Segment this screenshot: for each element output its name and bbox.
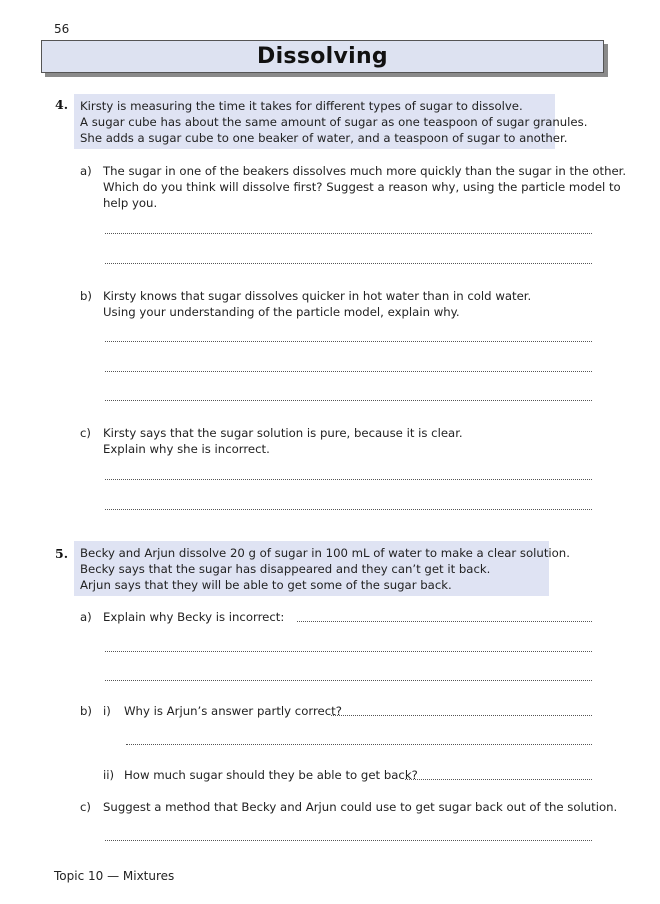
answer-line[interactable]: [126, 744, 592, 745]
question-4-number: 4.: [55, 97, 69, 112]
question-4a-line: Which do you think will dissolve first? Suggest a reason why, using the particle model to: [103, 180, 621, 194]
question-4c-line: Kirsty says that the sugar solution is pure, because it is clear.: [103, 426, 463, 440]
answer-line[interactable]: [105, 479, 592, 480]
question-5b-ii-text: How much sugar should they be able to get back?: [124, 768, 418, 782]
question-4a-text: [103, 163, 626, 211]
question-4-intro-line: She adds a sugar cube to one beaker of water, and a teaspoon of sugar to another.: [80, 131, 568, 145]
question-5-intro-line: Becky and Arjun dissolve 20 g of sugar in 100 mL of water to make a clear solution.: [80, 546, 570, 560]
answer-line[interactable]: [105, 509, 592, 510]
question-4a-label: a): [80, 164, 92, 178]
question-4a-line: The sugar in one of the beakers dissolves much more quickly than the sugar in the other.: [103, 164, 627, 178]
question-5b-i-label: i): [103, 704, 111, 718]
answer-line[interactable]: [331, 715, 592, 716]
question-5-number: 5.: [55, 546, 69, 561]
answer-line[interactable]: [105, 263, 592, 264]
question-5c-label: c): [80, 800, 91, 814]
answer-line[interactable]: [105, 371, 592, 372]
question-4a-line: help you.: [103, 196, 158, 210]
question-5-intro-line: Arjun says that they will be able to get some of the sugar back.: [80, 578, 452, 592]
question-4b-label: b): [80, 289, 92, 303]
question-5-intro-line: Becky says that the sugar has disappeared and they can’t get it back.: [80, 562, 491, 576]
answer-line[interactable]: [105, 341, 592, 342]
answer-line[interactable]: [105, 233, 592, 234]
question-5b-ii-label: ii): [103, 768, 115, 782]
question-4c-label: c): [80, 426, 91, 440]
question-4b-text: [103, 288, 531, 320]
question-4c-line: Explain why she is incorrect.: [103, 442, 270, 456]
answer-line[interactable]: [297, 621, 592, 622]
question-4-intro-line: Kirsty is measuring the time it takes for different types of sugar to dissolve.: [80, 99, 523, 113]
answer-line[interactable]: [105, 680, 592, 681]
question-4c-text: [103, 425, 463, 457]
page-title: Dissolving: [257, 44, 388, 69]
question-5a-label: a): [80, 610, 92, 624]
question-4-intro-line: A sugar cube has about the same amount of sugar as one teaspoon of sugar granules.: [80, 115, 588, 129]
answer-line[interactable]: [405, 779, 592, 780]
question-4b-line: Using your understanding of the particle model, explain why.: [103, 305, 460, 319]
title-banner: [41, 40, 604, 73]
question-5c-text: Suggest a method that Becky and Arjun could use to get sugar back out of the solution.: [103, 800, 618, 814]
page-number: 56: [54, 22, 70, 36]
answer-line[interactable]: [105, 651, 592, 652]
question-4-intro: [74, 94, 588, 149]
footer-topic: Topic 10 — Mixtures: [54, 869, 175, 883]
answer-line[interactable]: [105, 400, 592, 401]
question-5-intro: [74, 541, 570, 596]
question-5a-text: Explain why Becky is incorrect:: [103, 610, 285, 624]
question-5b-label: b): [80, 704, 92, 718]
question-5b-i-text: Why is Arjun’s answer partly correct?: [124, 704, 342, 718]
answer-line[interactable]: [105, 840, 592, 841]
question-4b-line: Kirsty knows that sugar dissolves quicker in hot water than in cold water.: [103, 289, 532, 303]
